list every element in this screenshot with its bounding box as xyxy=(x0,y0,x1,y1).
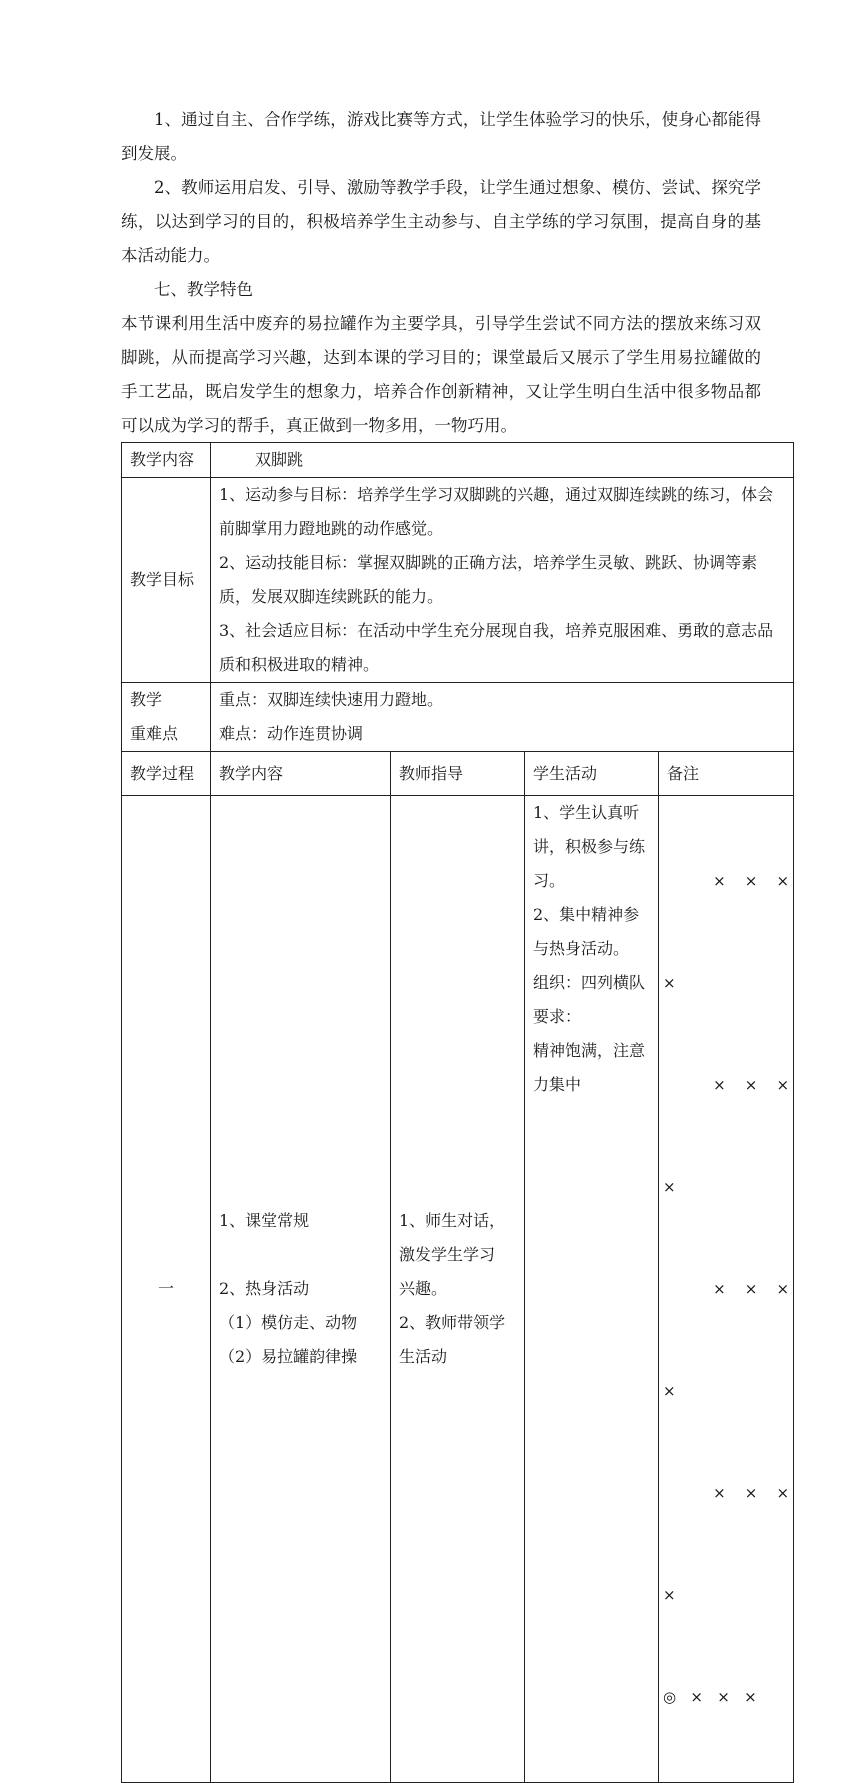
difficult-point: 难点：动作连贯协调 xyxy=(219,724,364,743)
formation-row: × xyxy=(663,1382,676,1400)
student-line: 2、集中精神参 xyxy=(533,905,640,924)
formation-row: × × × xyxy=(713,1484,790,1502)
key-points-cell xyxy=(211,683,794,752)
intro-paragraph-3: 本节课利用生活中废弃的易拉罐作为主要学具，引导学生尝试不同方法的摆放来练习双脚跳，从而提高学习兴趣，达到本课的学习目的；课堂最后又展示了学生用易拉罐做的手工艺品，既启发学生的想象力，培养合作创新精神，又让学生明白生活中很多物品都可以成为学习的帮手，真正做到一物多用，一物巧用。 xyxy=(121,314,761,435)
stage-number: 一 xyxy=(122,796,211,1783)
teacher-line: 生活动 xyxy=(399,1347,448,1366)
student-line: 讲，积极参与练 xyxy=(533,837,646,856)
key-label-line: 重难点 xyxy=(130,724,179,743)
table-row xyxy=(122,443,794,478)
table-row xyxy=(122,796,794,1783)
intro-paragraph-1: 1、通过自主、合作学练，游戏比赛等方式，让学生体验学习的快乐，使身心都能得到发展。 xyxy=(121,110,761,163)
formation-diagram xyxy=(659,796,794,1783)
content-line: （2）易拉罐韵律操 xyxy=(219,1347,358,1366)
table-row xyxy=(122,478,794,683)
header-stage: 教学过程 xyxy=(122,752,211,796)
row-student xyxy=(525,796,659,1783)
header-remarks: 备注 xyxy=(659,752,794,796)
student-line: 习。 xyxy=(533,871,566,890)
goal-item: 2、运动技能目标：掌握双脚跳的正确方法，培养学生灵敏、跳跃、协调等素质，发展双脚连续跳跃的能力。 xyxy=(219,553,758,606)
content-label: 教学内容 xyxy=(122,443,211,478)
formation-row: × × × xyxy=(713,1076,790,1094)
key-label-line: 教学 xyxy=(130,690,163,709)
table-header-row xyxy=(122,752,794,796)
goal-item: 1、运动参与目标：培养学生学习双脚跳的兴趣，通过双脚连续跳的练习，体会前脚掌用力蹬地跳的动作感觉。 xyxy=(219,485,774,538)
content-value: 双脚跳 xyxy=(211,443,794,478)
student-line: 精神饱满，注意 xyxy=(533,1041,646,1060)
formation-row: × × × xyxy=(713,1280,790,1298)
formation-row-with-teacher: ◎ × × × xyxy=(663,1688,757,1706)
row-content xyxy=(211,796,391,1783)
student-line: 要求： xyxy=(533,1007,582,1026)
student-line: 1、学生认真听 xyxy=(533,803,640,822)
content-spacer xyxy=(219,1238,382,1272)
row-teacher xyxy=(391,796,525,1783)
content-line: 1、课堂常规 xyxy=(219,1211,310,1230)
section-heading: 七、教学特色 xyxy=(154,280,253,299)
formation-row: × xyxy=(663,1586,676,1604)
formation-row: × xyxy=(663,1178,676,1196)
formation-row: × × × xyxy=(713,872,790,890)
teacher-line: 2、教师带领学 xyxy=(399,1313,506,1332)
key-point: 重点：双脚连续快速用力蹬地。 xyxy=(219,690,444,709)
formation-row: × xyxy=(663,974,676,992)
lesson-table xyxy=(121,442,794,1783)
table-row xyxy=(122,683,794,752)
header-content: 教学内容 xyxy=(211,752,391,796)
student-line: 组织：四列横队 xyxy=(533,973,646,992)
key-points-label xyxy=(122,683,211,752)
content-line: 2、热身活动 xyxy=(219,1279,310,1298)
header-student: 学生活动 xyxy=(525,752,659,796)
goal-item: 3、社会适应目标：在活动中学生充分展现自我，培养克服困难、勇敢的意志品质和积极进取的精神。 xyxy=(219,621,774,674)
intro-paragraph-2: 2、教师运用启发、引导、激励等教学手段，让学生通过想象、模仿、尝试、探究学练，以达到学习的目的，积极培养学生主动参与、自主学练的学习氛围，提高自身的基本活动能力。 xyxy=(121,178,761,265)
teacher-line: 兴趣。 xyxy=(399,1279,448,1298)
goals-label: 教学目标 xyxy=(122,478,211,683)
student-line: 与热身活动。 xyxy=(533,939,630,958)
teacher-line: 激发学生学习 xyxy=(399,1245,496,1264)
content-line: （1）模仿走、动物 xyxy=(219,1313,358,1332)
teacher-line: 1、师生对话， xyxy=(399,1211,506,1230)
header-teacher: 教师指导 xyxy=(391,752,525,796)
goals-cell xyxy=(211,478,794,683)
student-line: 力集中 xyxy=(533,1075,582,1094)
